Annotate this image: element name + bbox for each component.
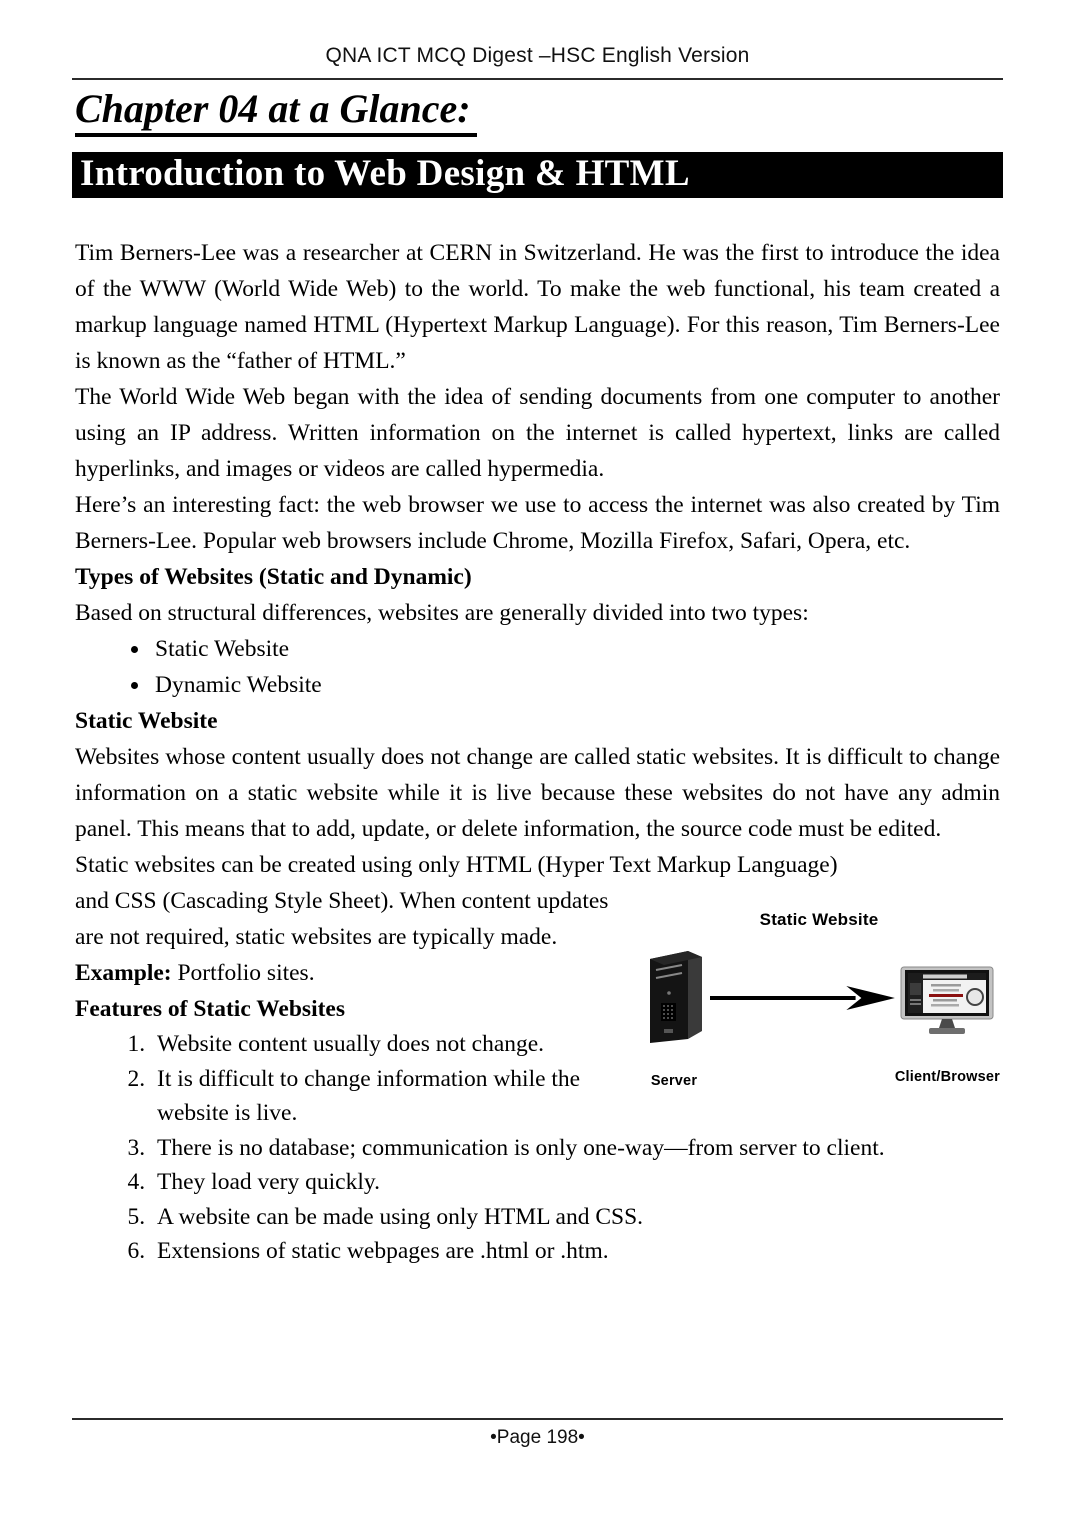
- paragraph-static-created-rest: and CSS (Cascading Style Sheet). When content updates are not required, static websites are typically made.: [75, 888, 609, 950]
- heading-static-website: Static Website: [75, 708, 218, 734]
- list-item: 1. Website content usually does not change.: [151, 1027, 1000, 1062]
- right-arrow-icon: [710, 985, 895, 1021]
- website-types-list: [75, 631, 1000, 703]
- body-content: [75, 235, 1000, 1269]
- list-item: 6. Extensions of static webpages are .html or .htm.: [151, 1234, 1000, 1269]
- page-header: [0, 0, 1075, 80]
- list-item: 3. There is no database; communication is only one-way—from server to client.: [151, 1131, 1000, 1166]
- paragraph-browsers: Here’s an interesting fact: the web browser we use to access the internet was also created by Tim Berners-Lee. Popular web browsers include Chrome, Mozilla Firefox, Safari, Opera, etc.: [75, 492, 1000, 554]
- paragraph-static-definition: Websites whose content usually does not change are called static websites. It is difficult to change information on a static website while it is live because these websites do not have any admin panel. This means that to add, update, or delete information, the source code must be edited.: [75, 744, 1000, 842]
- figure-title: Static Website: [759, 910, 879, 929]
- monitor-icon: [899, 965, 995, 1049]
- client-browser-label: Client/Browser: [894, 1069, 1000, 1085]
- paragraph-types-intro: Based on structural differences, websites are generally divided into two types:: [75, 600, 809, 626]
- page-number: •Page 198•: [490, 1427, 585, 1448]
- static-website-figure: [638, 885, 1000, 1099]
- header-divider: [72, 78, 1003, 80]
- list-item: 4. They load very quickly.: [151, 1165, 1000, 1200]
- list-item: • Dynamic Website: [151, 667, 1000, 703]
- list-item: 2. It is difficult to change information while the website is live.: [151, 1062, 1000, 1131]
- paragraph-www: The World Wide Web began with the idea of sending documents from one computer to another using an IP address. Written information on the internet is called hypertext, links are called hyperlinks, and images or videos are called hypermedia.: [75, 384, 1000, 482]
- example-text: Portfolio sites.: [177, 960, 315, 986]
- arrow-column: [710, 943, 895, 1021]
- server-tower-icon: [638, 943, 710, 1053]
- paragraph-intro-tim: Tim Berners-Lee was a researcher at CERN in Switzerland. He was the first to introduce the idea of the WWW (World Wide Web) to the world. To make the web functional, his team created a markup language named HTML (Hypertext Markup Language). For this reason, Tim Berners-Lee is known as the “father of HTML.”: [75, 240, 1000, 374]
- page-footer: [72, 1418, 1003, 1449]
- client-column: [895, 943, 1000, 1095]
- chapter-title-wrap: [75, 86, 1000, 137]
- heading-types-of-websites: Types of Websites (Static and Dynamic): [75, 564, 472, 590]
- example-label: Example:: [75, 960, 172, 986]
- figure-diagram: [638, 943, 1000, 1099]
- chapter-title: Chapter 04 at a Glance:: [75, 86, 477, 137]
- header-title: QNA ICT MCQ Digest –HSC English Version: [325, 44, 750, 67]
- paragraph-static-created-line1: Static websites can be created using only HTML (Hyper Text Markup Language): [75, 852, 838, 878]
- heading-features: Features of Static Websites: [75, 996, 345, 1022]
- section-banner: Introduction to Web Design & HTML: [72, 152, 1003, 198]
- server-column: [638, 943, 710, 1099]
- list-item: 5. A website can be made using only HTML and CSS.: [151, 1200, 1000, 1235]
- server-label: Server: [650, 1073, 698, 1089]
- list-item: • Static Website: [151, 631, 1000, 667]
